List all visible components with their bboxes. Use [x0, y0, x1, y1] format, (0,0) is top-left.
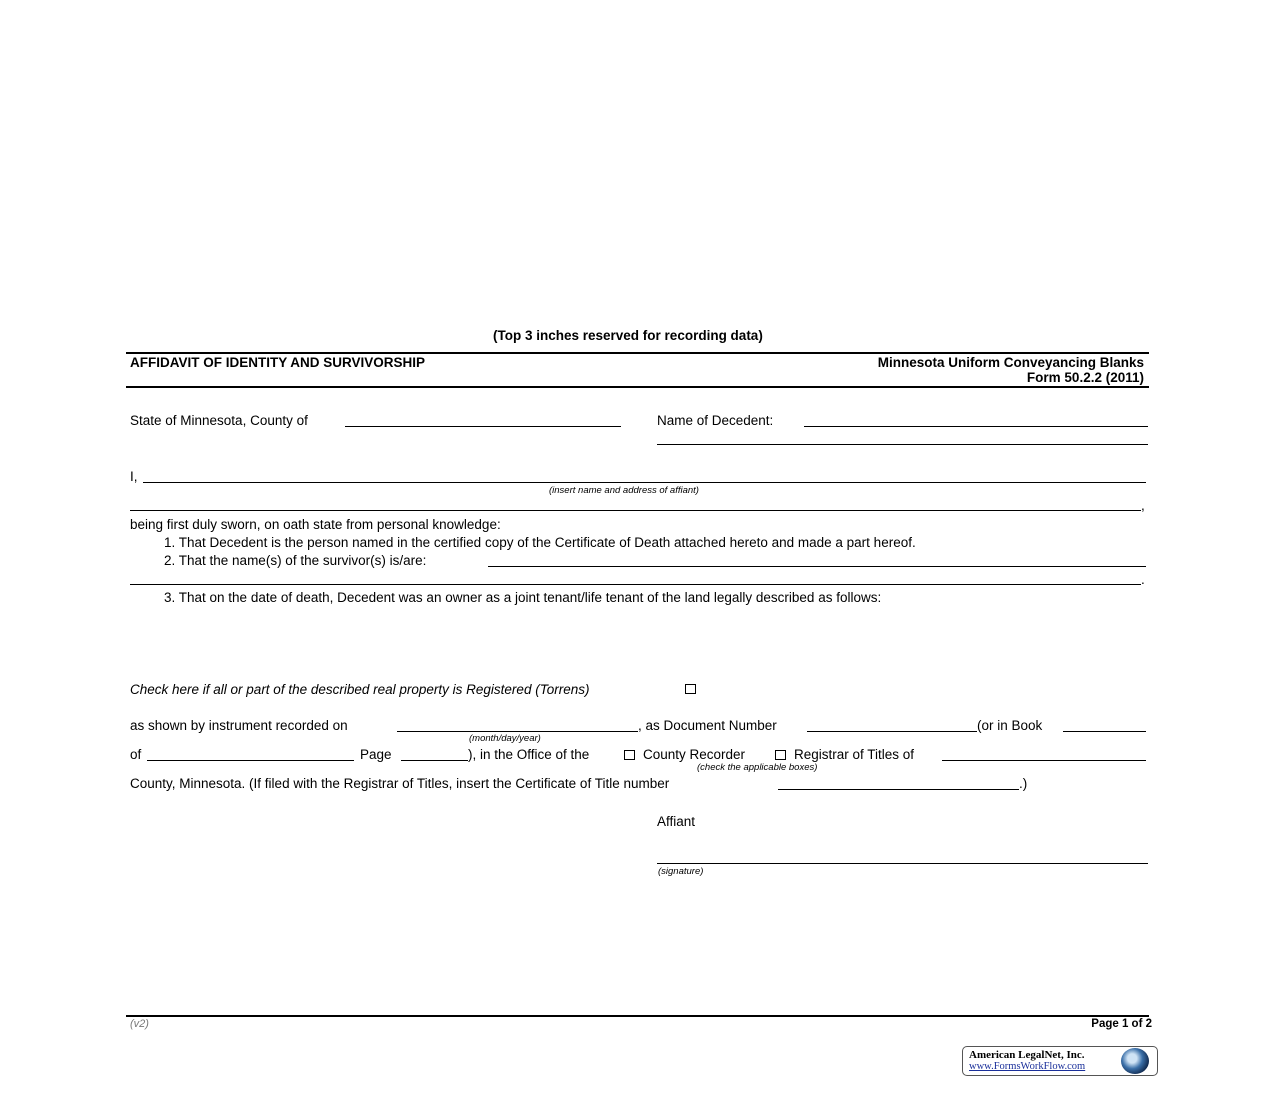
registrar-label: Registrar of Titles of: [794, 747, 915, 762]
affiant-hint: (insert name and address of affiant): [549, 485, 699, 496]
county-recorder-checkbox[interactable]: [624, 750, 635, 760]
registrar-checkbox[interactable]: [775, 750, 786, 760]
header-top-rule: [126, 352, 1149, 354]
survivors-input[interactable]: [488, 566, 1146, 567]
shown-by-label: as shown by instrument recorded on: [130, 718, 348, 733]
affiant-label: Affiant: [657, 814, 696, 829]
affiant-prefix: I,: [130, 469, 138, 484]
torrens-check-label: Check here if all or part of the described real property is Registered (Torrens): [130, 682, 590, 697]
affiant-comma: ,: [1141, 498, 1145, 513]
survivors-input-2[interactable]: [130, 584, 1141, 585]
registrar-county-input[interactable]: [942, 760, 1146, 761]
form-number: Form 50.2.2 (2011): [1026, 370, 1144, 385]
company-url[interactable]: www.FormsWorkFlow.com: [969, 1061, 1086, 1072]
book-input[interactable]: [1063, 731, 1146, 732]
footer-rule: [126, 1015, 1149, 1017]
american-legalnet-logo[interactable]: [962, 1046, 1158, 1076]
book-of-input[interactable]: [147, 760, 354, 761]
company-name: American LegalNet, Inc.: [969, 1049, 1085, 1061]
county-recorder-label: County Recorder: [643, 747, 746, 762]
of-label: of: [130, 747, 142, 762]
decedent-name-input-2[interactable]: [657, 444, 1148, 445]
certificate-close: .): [1019, 776, 1028, 791]
page-input[interactable]: [401, 760, 468, 761]
form-title: AFFIDAVIT OF IDENTITY AND SURVIVORSHIP: [130, 355, 426, 370]
torrens-checkbox[interactable]: [685, 684, 696, 694]
page-label: Page: [360, 747, 392, 762]
recorded-date-input[interactable]: [397, 731, 638, 732]
county-minnesota-label: County, Minnesota. (If filed with the Registrar of Titles, insert the Certificate of Title number: [130, 776, 670, 791]
certificate-number-input[interactable]: [778, 789, 1019, 790]
decedent-name-input[interactable]: [804, 426, 1148, 427]
page-number: Page 1 of 2: [1091, 1018, 1152, 1030]
header-bottom-rule: [126, 386, 1149, 388]
office-of-label: ), in the Office of the: [468, 747, 590, 762]
form-series: Minnesota Uniform Conveyancing Blanks: [877, 355, 1144, 370]
state-county-label: State of Minnesota, County of: [130, 413, 308, 428]
reserved-note: (Top 3 inches reserved for recording data): [493, 328, 763, 343]
date-hint: (month/day/year): [469, 733, 541, 744]
item-2: 2. That the name(s) of the survivor(s) is/are:: [164, 553, 427, 568]
version-label: (v2): [130, 1018, 149, 1030]
affiant-name-input[interactable]: [143, 482, 1146, 483]
globe-icon: [1121, 1048, 1149, 1074]
survivors-period: .: [1141, 572, 1145, 587]
item-3: 3. That on the date of death, Decedent was an owner as a joint tenant/life tenant of the land legally described as follows:: [164, 590, 882, 605]
item-1: 1. That Decedent is the person named in the certified copy of the Certificate of Death attached hereto and made a part hereof.: [164, 535, 916, 550]
boxes-hint: (check the applicable boxes): [697, 762, 818, 773]
affiant-address-input[interactable]: [130, 510, 1141, 511]
sworn-statement: being first duly sworn, on oath state from personal knowledge:: [130, 517, 501, 532]
signature-input[interactable]: [657, 863, 1148, 864]
or-in-book-label: (or in Book: [977, 718, 1043, 733]
document-number-input[interactable]: [807, 731, 977, 732]
signature-hint: (signature): [658, 866, 704, 877]
county-input[interactable]: [345, 426, 621, 427]
decedent-name-label: Name of Decedent:: [657, 413, 774, 428]
document-number-label: , as Document Number: [638, 718, 777, 733]
